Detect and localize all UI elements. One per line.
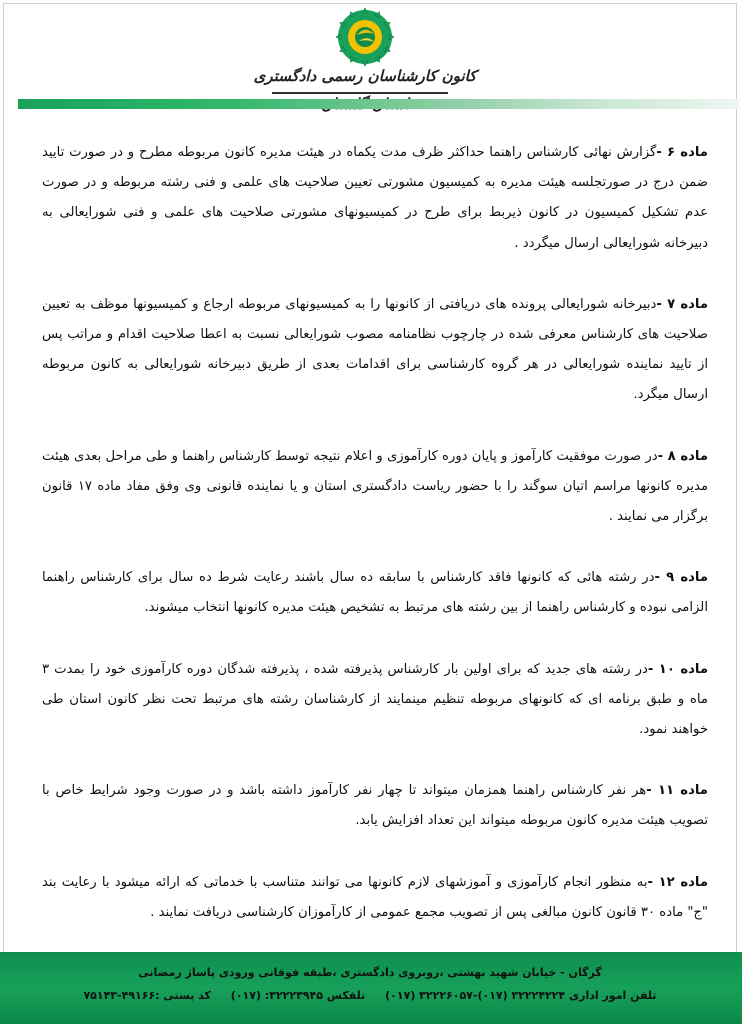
footer-postal-code: کد پستی :۴۹۱۶۶-۷۵۱۴۳: [83, 989, 211, 1002]
article-11: [42, 776, 708, 836]
article-label: ماده ۷ -: [656, 296, 708, 312]
article-10: [42, 655, 708, 746]
article-12: [42, 868, 708, 928]
footer-phone: تلفن امور اداری ۳۲۲۲۴۲۲۴ (۰۱۷)-۳۲۲۲۶۰۵۷ (۰۱۷): [385, 989, 657, 1002]
contact-footer: [0, 952, 742, 1024]
footer-fax: تلفکس ۳۲۲۲۳۹۴۵: (۰۱۷): [230, 989, 366, 1002]
article-9: [42, 563, 708, 623]
document-body: [42, 138, 708, 928]
organization-name-underline: [272, 92, 448, 94]
sun-emblem-icon: [336, 8, 394, 66]
article-label: ماده ۸ -: [657, 448, 708, 464]
header-green-bar: [18, 99, 740, 109]
article-label: ماده ۶ -: [656, 145, 708, 160]
article-8: [42, 442, 708, 533]
article-text: در صورت موفقیت کارآموز و پایان دوره کارآموزی و اعلام نتیجه توسط کارشناس راهنما و طی مراحل بعدی هیئت مدیره کانونها مراسم اتیان سوگند را با حضور ریاست دادگستری استان و یا نماینده قانونی وی وفق مفاد ماده ۱۷ قانون برگزار می نمایند .: [42, 448, 709, 525]
article-text: در رشته های جدید که برای اولین بار کارشناس پذیرفته شده ، پذیرفته شدگان دوره کارآموزی خود را بمدت ۳ ماه و طبق برنامه ای که کانونهای مربوطه تنظیم مینمایند از کارشناسان رشته های مرتبط تحت نظر کانون استان طی خواهند نمود.: [42, 661, 708, 738]
letterhead: [0, 0, 742, 115]
article-text: دبیرخانه شورایعالی پرونده های دریافتی از کانونها را به کمیسیونهای مربوطه ارجاع و کمیسیونها موظف به تعیین صلاحیت های کارشناس معرفی شده در چارچوب نظامنامه مصوب شورایعالی نسبت به اعطا صلاحیت اقدام و مراتب پس از تایید نماینده شورایعالی در هر گروه کارشناسی برای اقدامات بعدی از طریق دبیرخانه شورایعالی به کانون مربوطه ارسال میگرد.: [42, 296, 708, 403]
footer-contact-line: [30, 986, 710, 1006]
article-6: [42, 138, 708, 259]
article-label: ماده ۱۱ -: [646, 783, 708, 799]
footer-address: گرگان - خیابان شهید بهشتی ،روبروی دادگستری ،طبقه فوقانی ورودی پاساژ رمضانی: [138, 966, 602, 979]
article-label: ماده ۱۲ -: [647, 874, 708, 890]
article-7: [42, 290, 708, 411]
article-text: هر نفر کارشناس راهنما همزمان میتواند تا چهار نفر کارآموز داشته باشد و در صورت وجود شرایط خاص با تصویب هیئت مدیره کانون مربوطه میتواند این تعداد افزایش یابد.: [42, 783, 708, 829]
article-text: به منظور انجام کارآموزی و آموزشهای لازم کانونها می توانند متناسب با خدماتی که ارائه میشود با رعایت بند "ج" ماده ۳۰ قانون کانون مبالغی پس از تصویب مجمع عمومی از کارآموزان کارشناسی دریافت نمایند .: [42, 874, 708, 920]
article-text: گزارش نهائی کارشناس راهنما حداکثر ظرف مدت یکماه در هیئت مدیره کانون مربوطه مطرح و در صورت تایید ضمن درج در صورتجلسه هیئت مدیره به کمیسیون مشورتی تعیین صلاحیت های علمی و فنی رشته مربوطه و در صورت عدم تشکیل کمیسیون در کانون ذیربط برای طرح در کمیسیونهای مشورتی صلاحیت های علمی و فنی شورایعالی به دبیرخانه شورایعالی ارسال میگردد .: [42, 145, 708, 251]
article-text: در رشته هائی که کانونها فاقد کارشناس با سابقه ده سال باشند رعایت شرط ده سال برای کارشناس راهنما الزامی نبوده و کارشناس راهنما از بین رشته های مرتبط به تشخیص هیئت مدیره کانونها انتخاب میشوند.: [42, 570, 708, 616]
organization-name: کانون کارشناسان رسمی دادگستری: [253, 67, 477, 85]
article-label: ماده ۹ -: [654, 570, 708, 586]
article-label: ماده ۱۰ -: [647, 661, 708, 677]
